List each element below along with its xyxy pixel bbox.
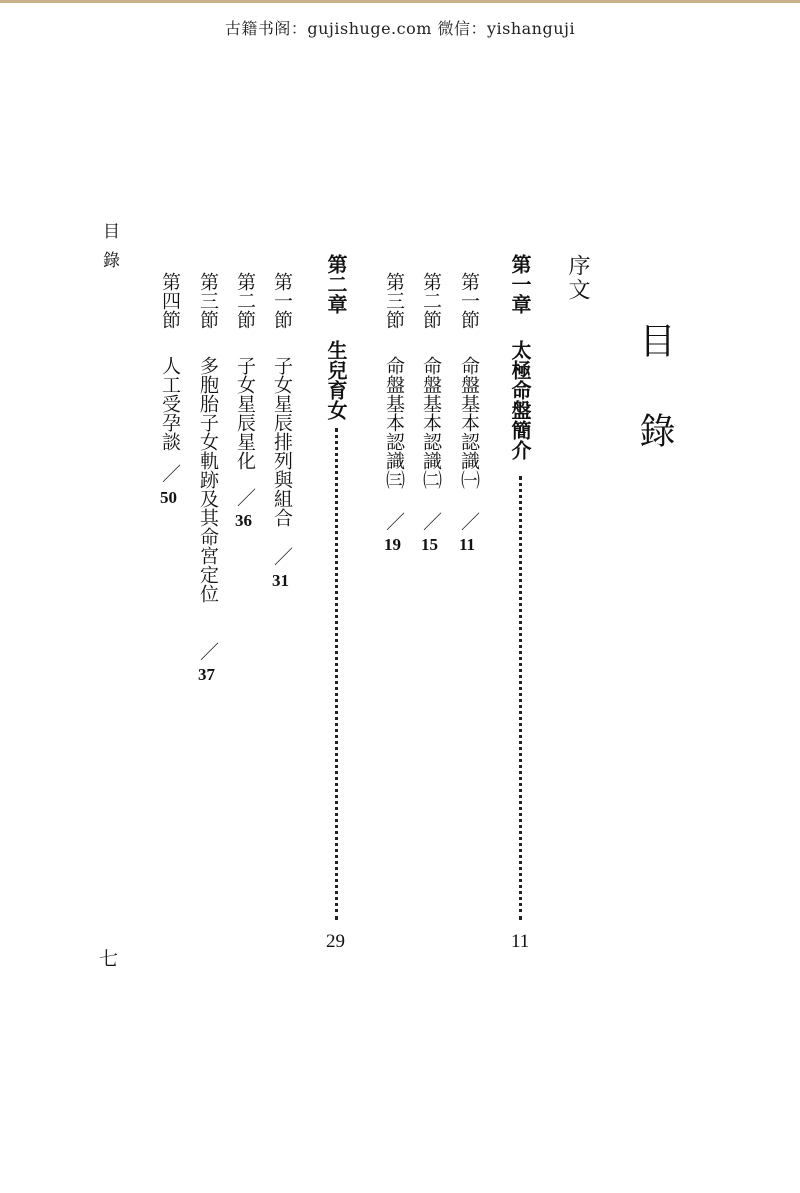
page-number: 七 [99, 948, 119, 970]
toc-preface: 序文 [565, 254, 590, 302]
ch2-section-1-sep: ／ [271, 547, 293, 566]
ch2-section-3-title: 多胞胎子女軌跡及其命宮定位 [197, 356, 219, 603]
ch1-section-1-sep: ／ [458, 512, 480, 531]
ch2-section-3-page: 37 [198, 665, 215, 684]
ch1-section-2-number: 第二節 [420, 272, 442, 329]
ch2-section-2-title: 子女星辰星化 [234, 356, 256, 470]
ch2-section-2-sep: ／ [234, 488, 256, 507]
chapter-2-leader-dots [335, 428, 338, 920]
watermark-text: 古籍书阁：gujishuge.com 微信：yishanguji [224, 19, 576, 38]
chapter-1-title: 太極命盤簡介 [508, 340, 532, 460]
chapter-2-number: 第二章 [324, 254, 348, 314]
ch1-section-2-title: 命盤基本認識㈡ [420, 356, 442, 489]
ch2-section-4-page: 50 [160, 488, 177, 507]
ch2-section-1-number: 第一節 [271, 272, 293, 329]
chapter-2-title: 生兒育女 [324, 340, 348, 420]
ch1-section-2-sep: ／ [420, 512, 442, 531]
ch2-section-3-sep: ／ [197, 642, 219, 661]
ch1-section-1-number: 第一節 [458, 272, 480, 329]
ch1-section-2-page: 15 [421, 535, 438, 554]
top-border [0, 0, 800, 3]
ch1-section-3-sep: ／ [383, 512, 405, 531]
chapter-1-page: 11 [511, 931, 530, 952]
ch2-section-3-number: 第三節 [197, 272, 219, 329]
page-title: 目錄 [634, 322, 675, 502]
ch1-section-1-title: 命盤基本認識㈠ [458, 356, 480, 489]
chapter-2-page: 29 [326, 931, 345, 952]
ch1-section-1-page: 11 [459, 535, 476, 554]
ch1-section-3-number: 第三節 [383, 272, 405, 329]
ch2-section-4-number: 第四節 [159, 272, 181, 329]
running-header: 目錄 [99, 222, 119, 280]
ch2-section-4-sep: ／ [159, 464, 181, 483]
ch2-section-2-number: 第二節 [234, 272, 256, 329]
ch2-section-4-title: 人工受孕談 [159, 356, 181, 451]
chapter-1-number: 第一章 [508, 254, 532, 314]
chapter-1-leader-dots [519, 476, 522, 920]
ch1-section-3-page: 19 [384, 535, 401, 554]
ch1-section-3-title: 命盤基本認識㈢ [383, 356, 405, 489]
ch2-section-1-title: 子女星辰排列與組合 [271, 356, 293, 527]
ch2-section-1-page: 31 [272, 571, 289, 590]
ch2-section-2-page: 36 [235, 511, 252, 530]
